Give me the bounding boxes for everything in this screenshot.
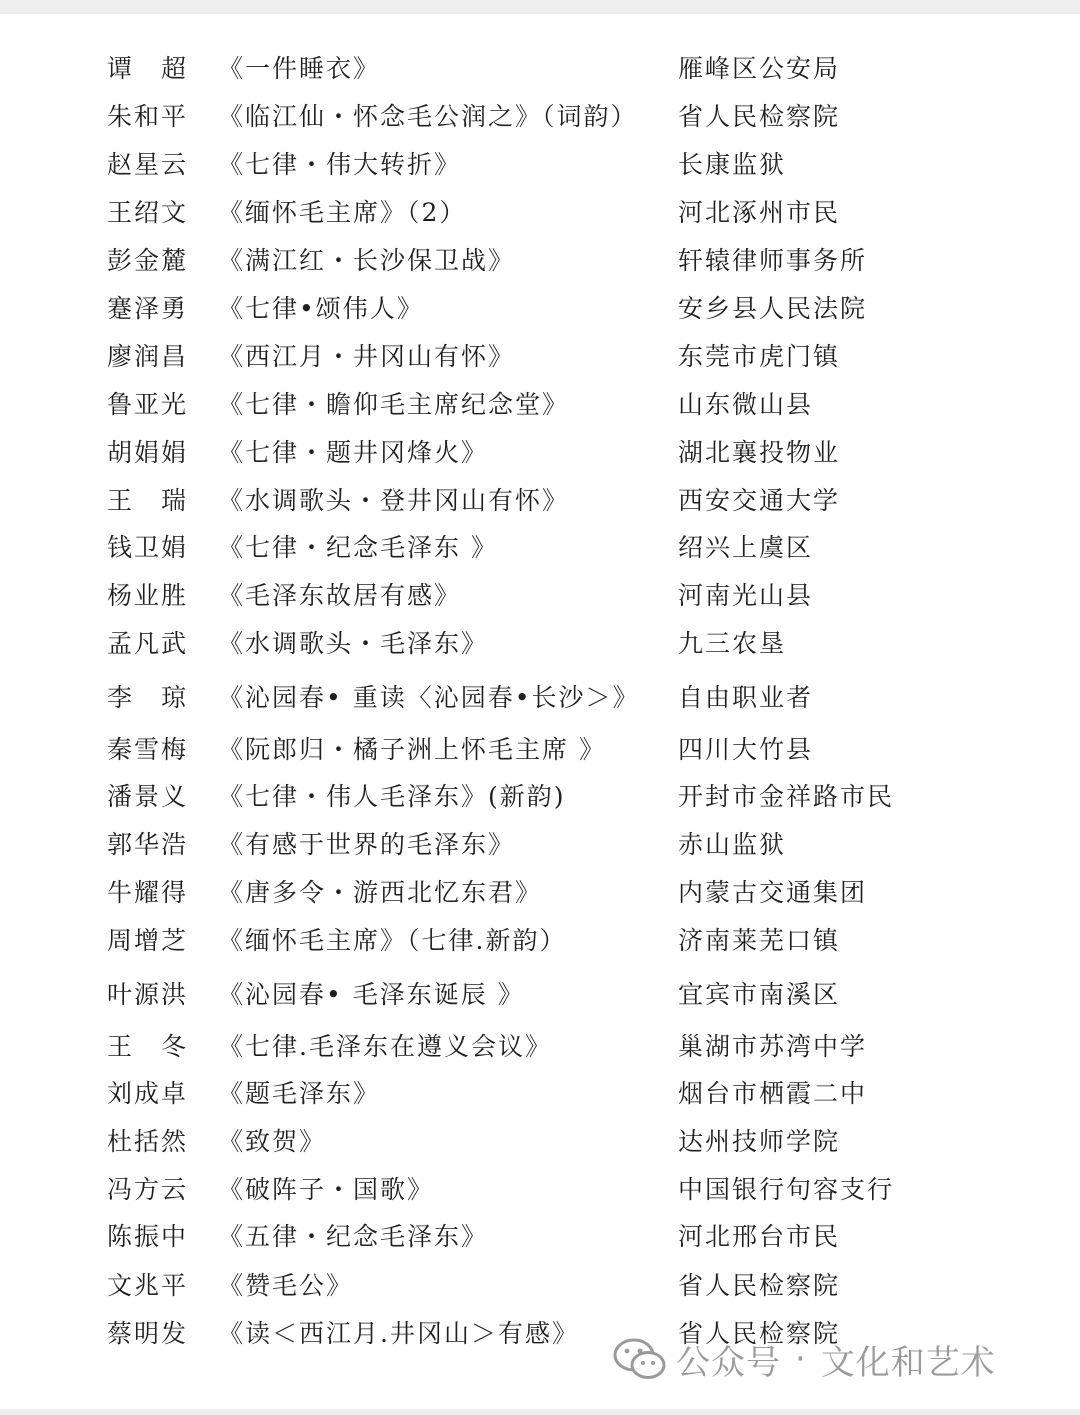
- work-title: 《七律・纪念毛泽东 》: [218, 533, 498, 562]
- author-name: 牛耀得: [107, 878, 189, 907]
- work-title: 《毛泽东故居有感》: [218, 581, 462, 610]
- author-organization: 省人民检察院: [678, 102, 841, 131]
- work-title: 《破阵子・国歌》: [218, 1175, 435, 1204]
- author-name: 秦雪梅: [107, 735, 189, 764]
- author-organization: 省人民检察院: [678, 1271, 841, 1300]
- list-row: [0, 241, 1080, 281]
- author-name: 杨业胜: [107, 581, 189, 610]
- work-title: 《七律・题井冈烽火》: [218, 438, 489, 467]
- author-name: 王 瑞: [107, 486, 189, 515]
- author-name: 李 琼: [107, 683, 189, 712]
- author-organization: 河北邢台市民: [678, 1222, 841, 1251]
- work-title: 《赞毛公》: [218, 1271, 354, 1300]
- watermark: [612, 1333, 996, 1385]
- author-name: 杜括然: [107, 1127, 189, 1156]
- author-organization: 河南光山县: [678, 581, 814, 610]
- author-name: 刘成卓: [107, 1079, 189, 1108]
- author-organization: 绍兴上虞区: [678, 533, 814, 562]
- watermark-account: 文化和艺术: [820, 1342, 996, 1383]
- author-name: 陈振中: [107, 1222, 189, 1251]
- list-row: [0, 193, 1080, 233]
- list-row: [0, 873, 1080, 913]
- list-row: [0, 1122, 1080, 1162]
- work-title: 《西江月・井冈山有怀》: [218, 342, 516, 371]
- author-organization: 达州技师学院: [678, 1127, 841, 1156]
- author-organization: 烟台市栖霞二中: [678, 1079, 868, 1108]
- list-row: [0, 145, 1080, 185]
- author-organization: 赤山监狱: [678, 830, 787, 859]
- author-name: 郭华浩: [107, 830, 189, 859]
- work-title: 《满江红・长沙保卫战》: [218, 246, 516, 275]
- work-title: 《临江仙・怀念毛公润之》（词韵）: [218, 102, 638, 131]
- work-title: 《读＜西江月.井冈山＞有感》: [218, 1319, 579, 1348]
- list-row: [0, 385, 1080, 425]
- author-organization: 宜宾市南溪区: [678, 980, 841, 1009]
- author-name: 朱和平: [107, 102, 189, 131]
- list-row: [0, 49, 1080, 89]
- list-row: [0, 1074, 1080, 1114]
- author-organization: 安乡县人民法院: [678, 294, 868, 323]
- author-name: 谭 超: [107, 54, 189, 83]
- work-title: 《七律•颂伟人》: [218, 294, 424, 323]
- list-row: [0, 825, 1080, 865]
- work-title: 《七律.毛泽东在遵义会议》: [218, 1032, 552, 1061]
- author-name: 钱卫娟: [107, 533, 189, 562]
- list-row: [0, 624, 1080, 664]
- author-organization: 山东微山县: [678, 390, 814, 419]
- work-title: 《缅怀毛主席》（2）: [218, 198, 467, 227]
- work-title: 《沁园春• 重读〈沁园春•长沙＞》: [218, 683, 640, 712]
- list-row: [0, 921, 1080, 961]
- list-row: [0, 1027, 1080, 1067]
- work-title: 《有感于世界的毛泽东》: [218, 830, 516, 859]
- author-organization: 中国银行句容支行: [678, 1175, 895, 1204]
- watermark-separator: ·: [795, 1339, 807, 1379]
- work-title: 《阮郎归・橘子洲上怀毛主席 》: [218, 735, 606, 764]
- watermark-prefix: 公众号: [676, 1342, 781, 1383]
- author-organization: 雁峰区公安局: [678, 54, 841, 83]
- author-organization: 省人民检察院: [678, 1319, 841, 1348]
- author-organization: 自由职业者: [678, 683, 814, 712]
- author-organization: 河北涿州市民: [678, 198, 841, 227]
- list-row: [0, 1266, 1080, 1306]
- work-title: 《七律・伟人毛泽东》(新韵): [218, 782, 566, 811]
- author-name: 蹇泽勇: [107, 294, 189, 323]
- author-organization: 东莞市虎门镇: [678, 342, 841, 371]
- author-organization: 巢湖市苏湾中学: [678, 1032, 868, 1061]
- work-title: 《七律・瞻仰毛主席纪念堂》: [218, 390, 570, 419]
- list-row: [0, 337, 1080, 377]
- work-title: 《唐多令・游西北忆东君》: [218, 878, 543, 907]
- author-organization: 开封市金祥路市民: [678, 782, 895, 811]
- work-title: 《缅怀毛主席》（七律.新韵）: [218, 926, 567, 955]
- wechat-icon: [612, 1336, 668, 1382]
- author-organization: 西安交通大学: [678, 486, 841, 515]
- work-title: 《沁园春• 毛泽东诞辰 》: [218, 980, 525, 1009]
- work-title: 《七律・伟大转折》: [218, 150, 462, 179]
- author-organization: 轩辕律师事务所: [678, 246, 868, 275]
- list-row: [0, 528, 1080, 568]
- author-name: 蔡明发: [107, 1319, 189, 1348]
- author-organization: 内蒙古交通集团: [678, 878, 868, 907]
- author-name: 王 冬: [107, 1032, 189, 1061]
- author-name: 彭金麓: [107, 246, 189, 275]
- author-name: 廖润昌: [107, 342, 189, 371]
- author-name: 胡娟娟: [107, 438, 189, 467]
- work-title: 《水调歌头・毛泽东》: [218, 629, 489, 658]
- work-title: 《致贺》: [218, 1127, 327, 1156]
- list-row: [0, 1170, 1080, 1210]
- work-title: 《五律・纪念毛泽东》: [218, 1222, 489, 1251]
- document-page: [0, 14, 1080, 1409]
- author-name: 孟凡武: [107, 629, 189, 658]
- author-name: 文兆平: [107, 1271, 189, 1300]
- work-title: 《一件睡衣》: [218, 54, 381, 83]
- author-name: 叶源洪: [107, 980, 189, 1009]
- list-row: [0, 433, 1080, 473]
- list-row: [0, 730, 1080, 770]
- author-organization: 四川大竹县: [678, 735, 814, 764]
- author-name: 潘景义: [107, 782, 189, 811]
- author-name: 王绍文: [107, 198, 189, 227]
- author-organization: 湖北襄投物业: [678, 438, 841, 467]
- list-row: [0, 975, 1080, 1015]
- author-organization: 九三农垦: [678, 629, 787, 658]
- list-row: [0, 481, 1080, 521]
- author-name: 周增芝: [107, 926, 189, 955]
- author-organization: 济南莱芜口镇: [678, 926, 841, 955]
- list-row: [0, 97, 1080, 137]
- author-name: 鲁亚光: [107, 390, 189, 419]
- list-row: [0, 678, 1080, 718]
- list-row: [0, 289, 1080, 329]
- author-name: 赵星云: [107, 150, 189, 179]
- author-organization: 长康监狱: [678, 150, 787, 179]
- work-title: 《水调歌头・登井冈山有怀》: [218, 486, 570, 515]
- author-name: 冯方云: [107, 1175, 189, 1204]
- list-row: [0, 777, 1080, 817]
- list-row: [0, 576, 1080, 616]
- work-title: 《题毛泽东》: [218, 1079, 381, 1108]
- list-row: [0, 1217, 1080, 1257]
